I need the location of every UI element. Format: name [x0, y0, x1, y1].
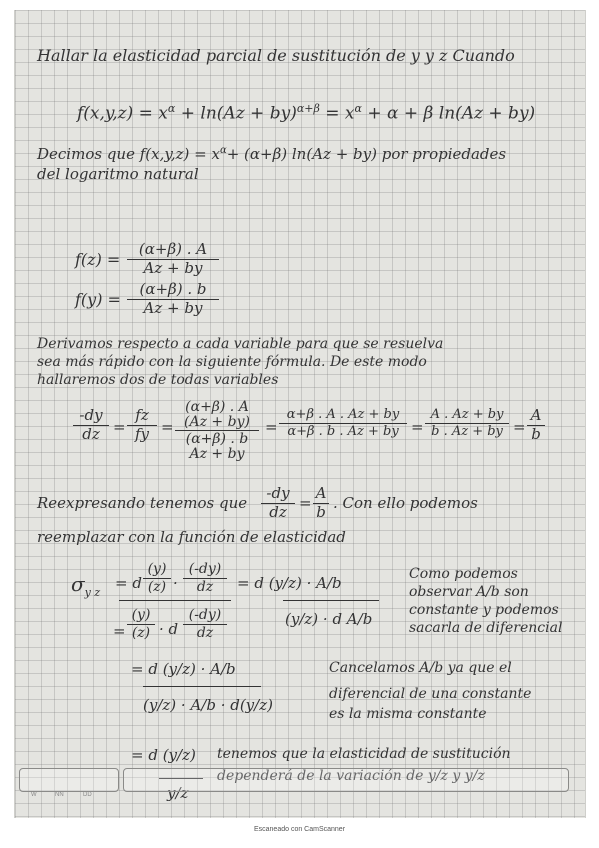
step4-bottom: y/z [167, 784, 189, 802]
note-line-3: constante y podemos [409, 602, 559, 618]
ratio-eq-4: = [411, 418, 424, 436]
sigma-rhs-bar [283, 600, 379, 601]
reexpresando-line-1: Reexpresando tenemos que [37, 494, 248, 512]
note-line-1: Como podemos [409, 566, 518, 582]
ratio-cancel-fraction: α+β . A . Az + by α+β . b . Az + by [279, 408, 407, 438]
ratio-final-fraction: A b [527, 408, 545, 443]
reexpresando-line-2: reemplazar con la función de elasticidad [37, 528, 346, 546]
reexp-eq: = [299, 494, 312, 512]
ratio-eq-2: = [161, 418, 174, 436]
fz-fraction: (α+β) . A Az + by [127, 242, 219, 277]
reexpresando-line-1b: . Con ello podemos [333, 494, 478, 512]
step3-bar [143, 686, 261, 687]
step3-bottom: (y/z) · A/b · d(y/z) [143, 696, 273, 714]
derivamos-line-3: hallaremos dos de todas variables [37, 372, 279, 388]
ratio-eq-5: = [513, 418, 526, 436]
sigma-den-yz: (y) (z) [127, 608, 155, 640]
sigma-den-dydz: (-dy) dz [183, 608, 227, 640]
paper-footer-box-left [19, 768, 119, 792]
reexp-ab-fraction: A b [313, 486, 329, 521]
fy-fraction: (α+β) . b Az + by [127, 282, 219, 317]
sigma-rhs-bottom: (y/z) · d A/b [285, 610, 373, 628]
cancelamos-line-3: es la misma constante [329, 706, 487, 722]
conclusion-line-1: tenemos que la elasticidad de sustitución [217, 746, 511, 762]
cancelamos-line-1: Cancelamos A/b ya que el [329, 660, 512, 676]
paper-footer-box-right [123, 768, 569, 792]
sigma-den-d: · d [159, 620, 179, 638]
step3-top: = d (y/z) · A/b [131, 660, 236, 678]
note-line-4: sacarla de diferencial [409, 620, 563, 636]
problem-statement: Hallar la elasticidad parcial de sustitución de y y z Cuando [37, 46, 515, 65]
reexp-dydz-fraction: -dy dz [261, 486, 295, 521]
decimos-line-1: Decimos que $f(x,y,z) = x^\alpha+ (\alpha+\beta) \ln(Az + by)$ por propiedades [37, 145, 507, 163]
ratio-lhs: -dy dz [73, 408, 109, 443]
derivamos-line-1: Derivamos respecto a cada variable para que se resuelva [37, 336, 444, 352]
ratio-simplified-fraction: A . Az + by b . Az + by [425, 408, 509, 438]
sigma-num-dydz: (-dy) dz [183, 562, 227, 594]
derivamos-line-2: sea más rápido con la siguiente fórmula. De este modo [37, 354, 427, 370]
note-line-2: observar A/b son [409, 584, 529, 600]
fz-label: f(z) = [75, 250, 121, 269]
paper-footer-mark-2: NN [55, 792, 64, 798]
scanner-credit: Escaneado con CamScanner [253, 826, 346, 833]
ratio-eq-1: = [113, 418, 126, 436]
sigma-eq: = d [115, 574, 142, 592]
sigma-symbol: $\sigma_{y z}$ [71, 572, 101, 599]
sigma-dot: · [173, 574, 178, 592]
ratio-eq-3: = [265, 418, 278, 436]
sigma-main-bar [119, 600, 231, 601]
sigma-num-yz: (y) (z) [143, 562, 171, 594]
cancelamos-line-2: diferencial de una constante [329, 686, 532, 702]
step4-top: = d (y/z) [131, 746, 196, 764]
ratio-big-fraction: (α+β) . A (Az + by) (α+β) . b Az + by [175, 400, 259, 462]
notebook-page [14, 10, 586, 818]
decimos-line-2: del logaritmo natural [37, 165, 199, 183]
sigma-rhs-top: = d (y/z) · A/b [237, 574, 342, 592]
paper-footer-mark-1: W [31, 792, 37, 798]
main-equation: $f(x,y,z) = x^\alpha + \ln(Az + by)^{\alpha+\beta} = x^\alpha + \alpha + \beta$ ln(Az + by) [77, 102, 536, 124]
conclusion-line-2: dependerá de la variación de y/z y y/z [217, 768, 485, 784]
paper-footer-mark-3: DD [83, 792, 92, 798]
ratio-f: fz fy [127, 408, 157, 443]
fy-label: f(y) = [75, 290, 121, 309]
sigma-eq-left: = [113, 622, 126, 640]
